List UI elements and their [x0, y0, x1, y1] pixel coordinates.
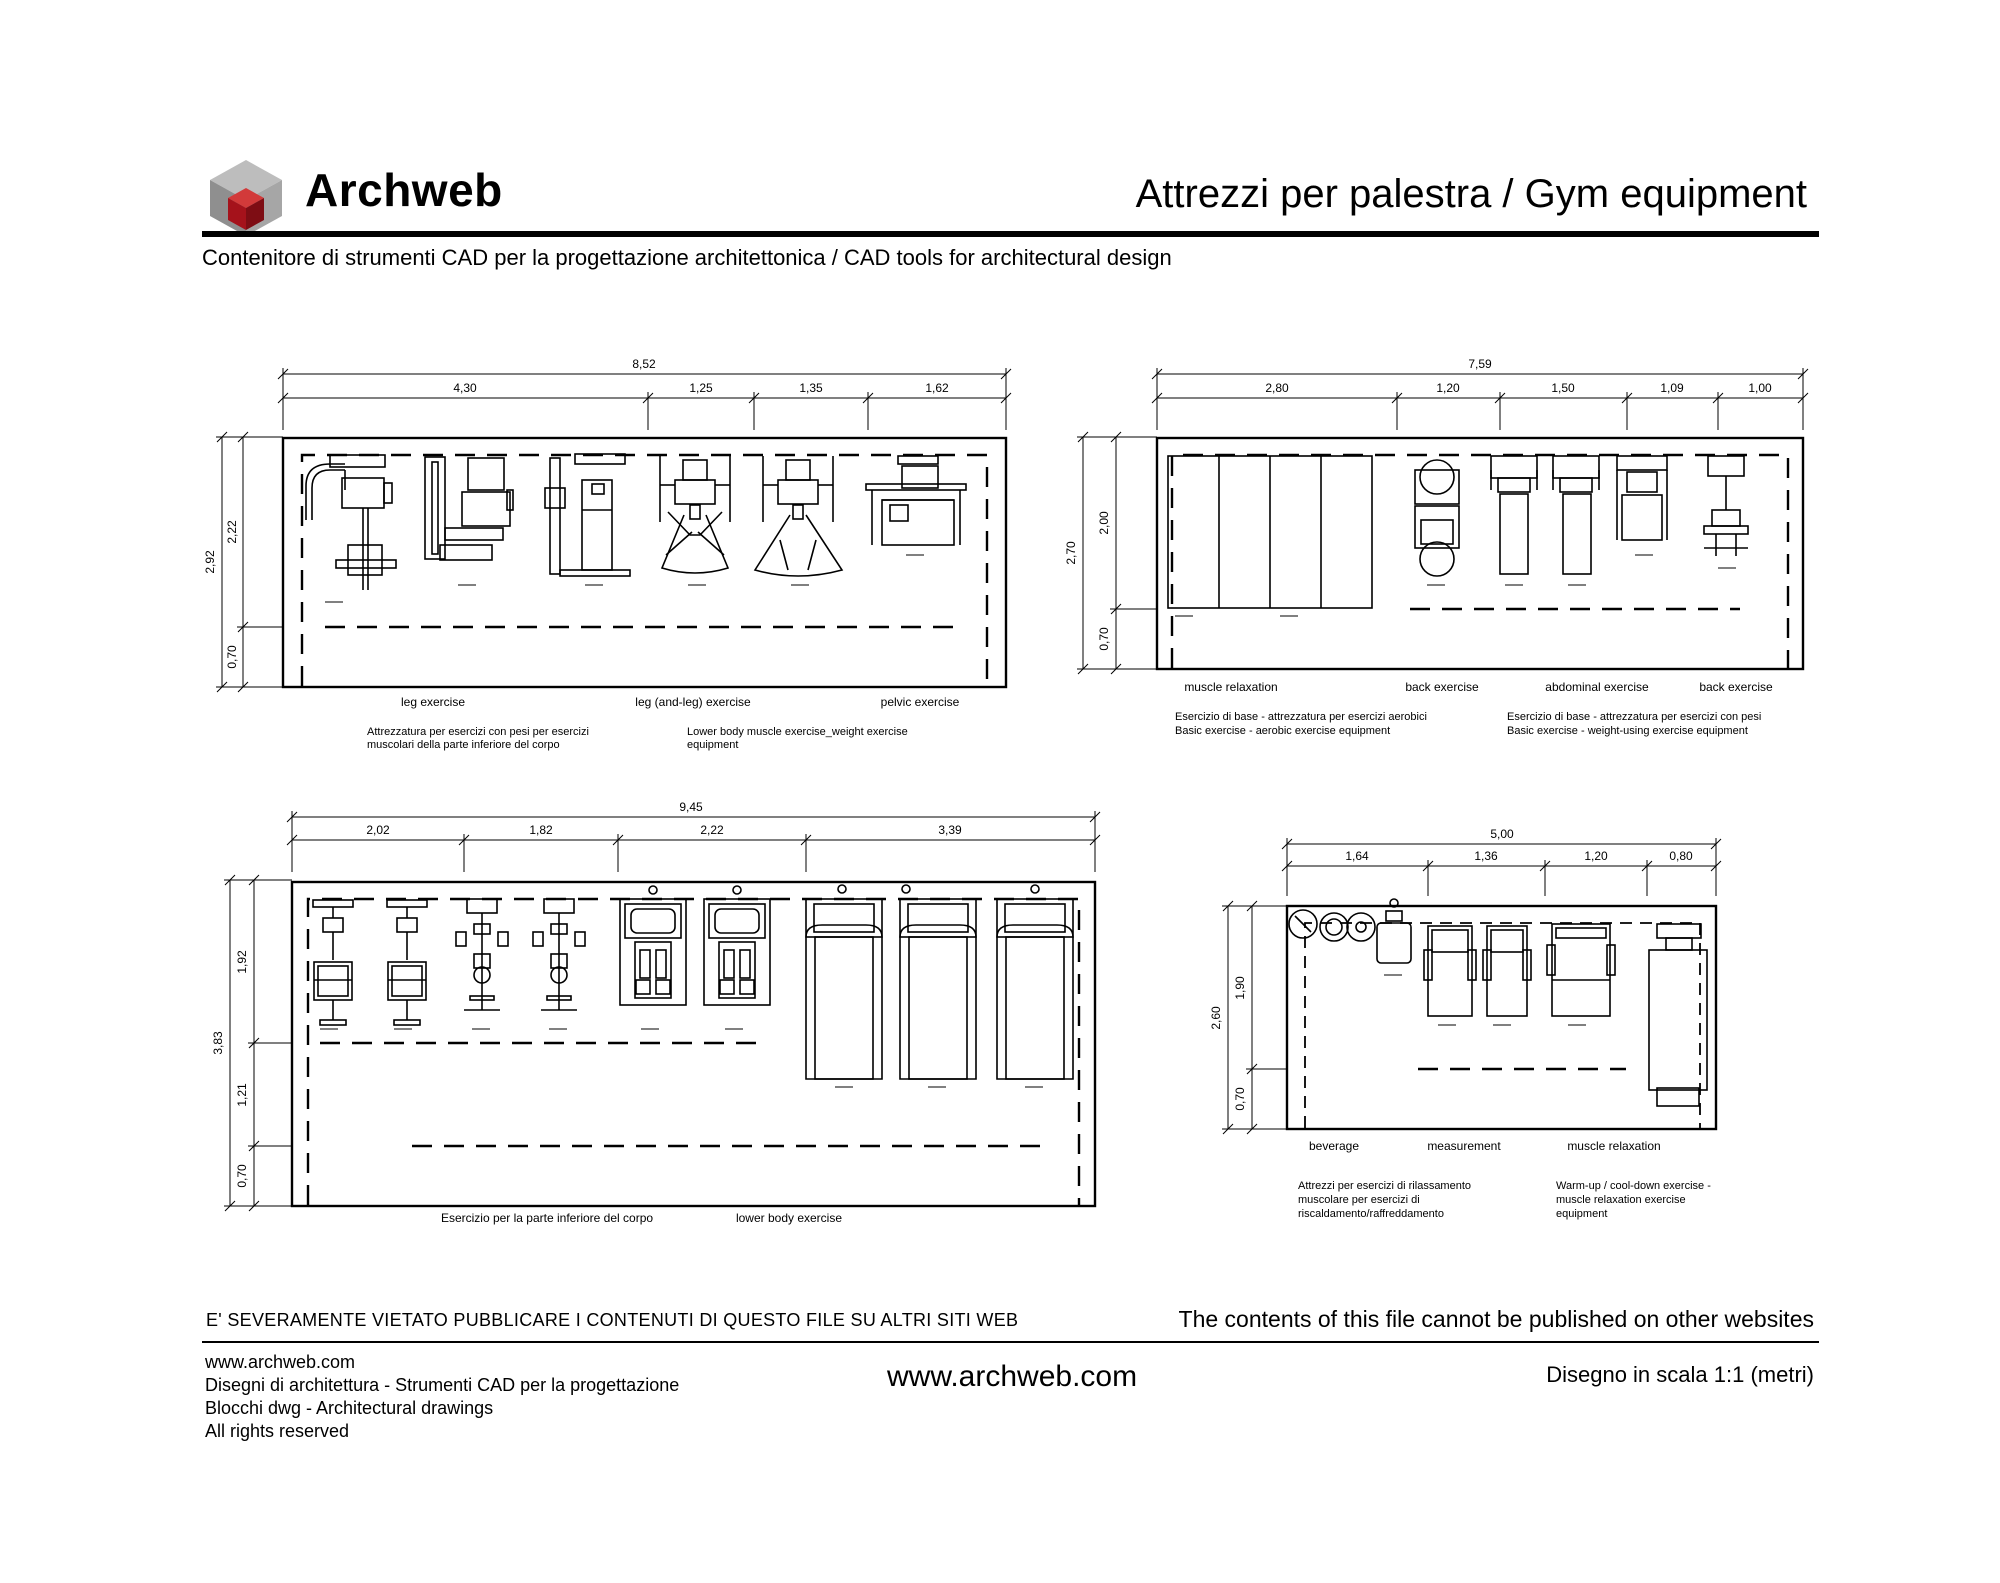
p2-vdim-2: 0,70 [1097, 627, 1111, 651]
p2-vdim-1: 2,00 [1097, 511, 1111, 535]
p3-dim-4: 3,39 [938, 823, 962, 837]
p2-label-3: abdominal exercise [1545, 680, 1649, 694]
relaxation-bed-icon [1649, 924, 1707, 1106]
leg-press-machine-icon [425, 457, 513, 560]
p3-vdim-outer: 3,83 [211, 1031, 225, 1055]
p2-vdim-outer: 2,70 [1064, 541, 1078, 565]
elliptical-2-icon [704, 886, 770, 1005]
p4-label-2: measurement [1427, 1139, 1501, 1153]
p4-dim-3: 1,20 [1584, 849, 1608, 863]
p1-vdim-1: 2,22 [225, 520, 239, 544]
massage-chair-2-icon [1483, 926, 1531, 1016]
p4-label-1: beverage [1308, 1139, 1360, 1153]
drawing-scale-note: Disegno in scala 1:1 (metri) [1546, 1362, 1814, 1387]
stepper-1-icon [456, 899, 508, 1010]
p3-vdim-3: 0,70 [235, 1164, 249, 1188]
adductor-machine-icon [660, 456, 730, 573]
p3-vdim-1: 1,92 [235, 950, 249, 974]
p4-desc-it-1: Attrezzi per esercizi di rilassamento [1298, 1180, 1472, 1192]
p3-dim-2: 1,82 [529, 823, 553, 837]
p2-total-dim: 7,59 [1468, 357, 1492, 371]
p1-dim-1: 4,30 [453, 381, 477, 395]
abductor-machine-icon [755, 456, 842, 576]
p4-vdim-outer: 2,60 [1209, 1006, 1223, 1030]
abdominal-bench-2-icon [1553, 456, 1599, 574]
p4-vdim-1: 1,90 [1233, 976, 1247, 1000]
p4-desc-en-1: Warm-up / cool-down exercise - [1556, 1180, 1711, 1192]
p1-desc-en-1: Lower body muscle exercise_weight exercise [687, 726, 908, 738]
plan-basic-exercise [1064, 357, 1808, 737]
footer-credit-line: All rights reserved [205, 1421, 350, 1441]
footer-website-url: www.archweb.com [887, 1360, 1138, 1393]
upright-bike-1-icon [313, 900, 353, 1025]
p3-dim-3: 2,22 [700, 823, 724, 837]
p1-label-2: leg (and-leg) exercise [635, 695, 751, 709]
p2-dim-1: 2,80 [1265, 381, 1289, 395]
scale-measurement-icon [1377, 899, 1411, 963]
p1-label-1: leg exercise [400, 695, 466, 709]
footer-credits [205, 1351, 679, 1443]
p4-total-dim: 5,00 [1490, 827, 1514, 841]
massage-recliner-icon [1547, 924, 1615, 1016]
p1-desc-it-1: Attrezzatura per esercizi con pesi per esercizi [367, 726, 589, 738]
footer-credit-line: Disegni di architettura - Strumenti CAD per la progettazione [205, 1375, 680, 1395]
relaxation-mats-icon [1168, 456, 1372, 608]
sheet-title: Attrezzi per palestra / Gym equipment [1135, 172, 1807, 216]
plan-lower-body-cardio [211, 800, 1100, 1225]
p4-dim-1: 1,64 [1345, 849, 1369, 863]
footer-credit-line: Blocchi dwg - Architectural drawings [205, 1398, 494, 1418]
p4-dim-4: 0,80 [1669, 849, 1693, 863]
plan-lower-body-weights [203, 357, 1011, 751]
copyright-warning-english: The contents of this file cannot be published on other websites [1178, 1306, 1814, 1332]
beverage-dispenser-icon [1289, 910, 1375, 941]
back-exercise-bench-icon [1415, 460, 1459, 576]
p1-vdim-outer: 2,92 [203, 550, 217, 574]
p2-dim-5: 1,00 [1748, 381, 1772, 395]
p2-label-1: muscle relaxation [1184, 680, 1278, 694]
hack-squat-machine-icon [545, 454, 630, 576]
treadmill-2-icon [900, 885, 976, 1079]
p4-desc-en-3: equipment [1556, 1208, 1608, 1220]
p1-vdim-2: 0,70 [225, 645, 239, 669]
p1-label-3: pelvic exercise [880, 695, 960, 709]
p1-desc-en-2: equipment [687, 739, 739, 751]
p2-dim-4: 1,09 [1660, 381, 1684, 395]
plan-warmup-relaxation [1209, 827, 1721, 1220]
p2-dim-3: 1,50 [1551, 381, 1575, 395]
back-extension-1-icon [1617, 456, 1667, 540]
p4-desc-en-2: muscle relaxation exercise [1556, 1194, 1686, 1206]
massage-chair-1-icon [1424, 926, 1476, 1016]
p2-desc-right-2: Basic exercise - weight-using exercise equipment [1507, 725, 1748, 737]
abdominal-bench-1-icon [1491, 456, 1537, 574]
p1-dim-4: 1,62 [925, 381, 949, 395]
p4-vdim-2: 0,70 [1233, 1087, 1247, 1111]
treadmill-1-icon [806, 885, 882, 1079]
leg-extension-machine-icon [306, 455, 396, 590]
stepper-2-icon [533, 899, 585, 1010]
sheet-subtitle: Contenitore di strumenti CAD per la progettazione architettonica / CAD tools for architectural design [202, 245, 1172, 270]
p3-total-dim: 9,45 [679, 800, 703, 814]
p2-desc-left-1: Esercizio di base - attrezzatura per esercizi aerobici [1175, 711, 1427, 723]
p1-desc-it-2: muscolari della parte inferiore del corpo [367, 739, 560, 751]
footer-rule [202, 1341, 1819, 1343]
brand-name: Archweb [305, 164, 503, 216]
p3-dim-1: 2,02 [366, 823, 390, 837]
p1-dim-2: 1,25 [689, 381, 713, 395]
p4-desc-it-3: riscaldamento/raffreddamento [1298, 1208, 1444, 1220]
p2-desc-right-1: Esercizio di base - attrezzatura per esercizi con pesi [1507, 711, 1762, 723]
p4-label-3: muscle relaxation [1567, 1139, 1661, 1153]
elliptical-1-icon [620, 886, 686, 1005]
copyright-warning-italian: E' SEVERAMENTE VIETATO PUBBLICARE I CONTENUTI DI QUESTO FILE SU ALTRI SITI WEB [206, 1310, 1019, 1330]
p2-label-2: back exercise [1405, 680, 1479, 694]
upright-bike-2-icon [387, 900, 427, 1025]
p1-dim-3: 1,35 [799, 381, 823, 395]
p3-label-1: Esercizio per la parte inferiore del corpo [440, 1211, 654, 1225]
footer-credit-line: www.archweb.com [205, 1352, 356, 1372]
back-extension-2-icon [1704, 456, 1748, 556]
treadmill-3-icon [997, 885, 1073, 1079]
p2-label-4: back exercise [1699, 680, 1773, 694]
p2-desc-left-2: Basic exercise - aerobic exercise equipment [1175, 725, 1391, 737]
p4-desc-it-2: muscolare per esercizi di [1298, 1194, 1420, 1206]
p2-dim-2: 1,20 [1436, 381, 1460, 395]
pelvic-exercise-machine-icon [866, 456, 966, 545]
p3-vdim-2: 1,21 [235, 1083, 249, 1107]
p3-label-2: lower body exercise [735, 1211, 843, 1225]
p4-dim-2: 1,36 [1474, 849, 1498, 863]
p1-total-dim: 8,52 [632, 357, 656, 371]
